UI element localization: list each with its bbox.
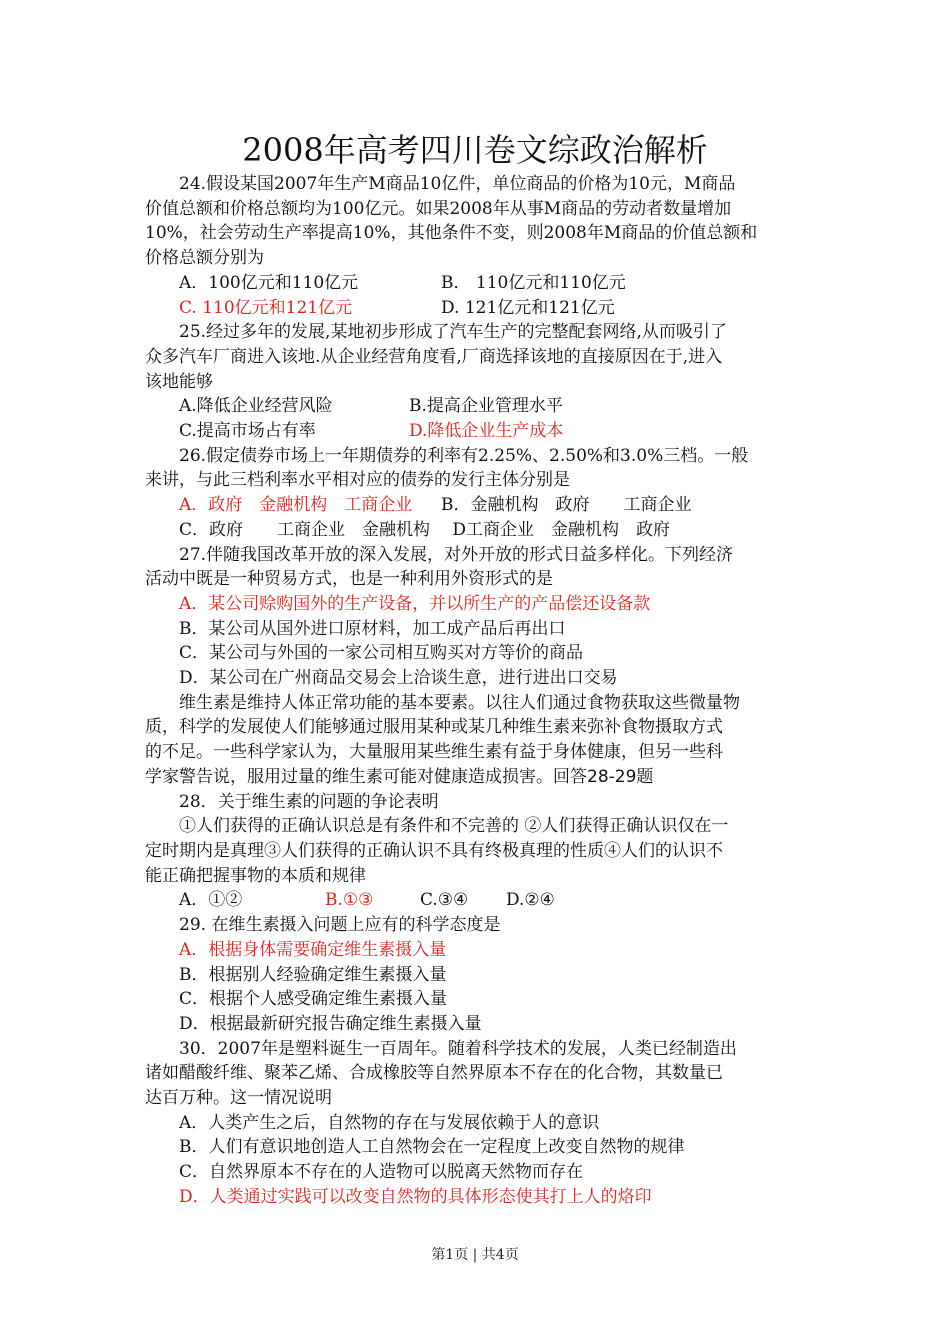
- text-line: 诸如醋酸纤维、聚苯乙烯、合成橡胶等自然界原本不存在的化合物，其数量已: [145, 1063, 723, 1084]
- text-line: [145, 394, 810, 419]
- text-line: [145, 888, 810, 913]
- text-line: [145, 419, 810, 444]
- text-line: 24.假设某国2007年生产M商品10亿件，单位商品的价格为10元，M商品: [179, 174, 736, 194]
- text-line: B．人们有意识地创造人工自然物会在一定程度上改变自然物的规律: [179, 1137, 685, 1158]
- answer-option: C.③④: [420, 890, 469, 911]
- text-line: 26.假定债券市场上一年期债券的利率有2.25%、2.50%和3.0%三档。一般: [179, 445, 749, 466]
- text-line: 价格总额分别为: [145, 248, 264, 269]
- text-line: B．根据别人经验确定维生素摄入量: [179, 964, 447, 985]
- text-line: [145, 493, 810, 518]
- text-line: 10%，社会劳动生产率提高10%，其他条件不变，则2008年M商品的价值总额和: [145, 223, 758, 244]
- answer-option: A．政府 金融机构 工商企业: [179, 495, 413, 516]
- text-line: C．政府 工商企业 金融机构 D工商企业 金融机构 政府: [179, 519, 671, 540]
- text-line: 能正确把握事物的本质和规律: [145, 865, 366, 886]
- text-line: [145, 296, 810, 321]
- answer-option: B．金融机构 政府 工商企业: [441, 495, 692, 516]
- answer-option: A．①②: [179, 890, 243, 911]
- text-line: C．某公司与外国的一家公司相互购买对方等价的商品: [179, 643, 584, 664]
- text-line: A．根据身体需要确定维生素摄入量: [179, 939, 447, 960]
- answer-option: B.①③: [325, 890, 374, 911]
- answer-option: B． 110亿元和110亿元: [441, 272, 626, 293]
- text-line: D．根据最新研究报告确定维生素摄入量: [179, 1013, 482, 1034]
- answer-option: D. 121亿元和121亿元: [441, 297, 615, 318]
- answer-option: D.降低企业生产成本: [409, 421, 564, 442]
- text-line: [145, 271, 810, 296]
- answer-option: C. 110亿元和121亿元: [179, 297, 353, 318]
- text-line: 28．关于维生素的问题的争论表明: [179, 791, 439, 812]
- text-line: 30．2007年是塑料诞生一百周年。随着科学技术的发展，人类已经制造出: [179, 1038, 737, 1059]
- text-line: 众多汽车厂商进入该地.从企业经营角度看,厂商选择该地的直接原因在于,进入: [145, 346, 723, 367]
- text-line: 29. 在维生素摄入问题上应有的科学态度是: [179, 915, 501, 936]
- page-footer: 第1页 | 共4页: [431, 1247, 519, 1263]
- text-line: 质，科学的发展使人们能够通过服用某种或某几种维生素来弥补食物摄取方式: [145, 717, 723, 738]
- answer-option: B.提高企业管理水平: [409, 396, 563, 417]
- text-line: ①人们获得的正确认识总是有条件和不完善的 ②人们获得正确认识仅在一: [179, 816, 729, 837]
- text-line: 定时期内是真理③人们获得的正确认识不具有终极真理的性质④人们的认识不: [145, 840, 723, 861]
- text-line: 价值总额和价格总额均为100亿元。如果2008年从事M商品的劳动者数量增加: [145, 198, 732, 219]
- text-line: 学家警告说，服用过量的维生素可能对健康造成损害。回答28-29题: [145, 766, 654, 787]
- text-line: A．某公司赊购国外的生产设备，并以所生产的产品偿还设备款: [179, 593, 651, 614]
- text-line: 27.伴随我国改革开放的深入发展，对外开放的形式日益多样化。下列经济: [179, 544, 734, 565]
- answer-option: D.②④: [506, 890, 555, 911]
- text-line: C．根据个人感受确定维生素摄入量: [179, 989, 448, 1010]
- text-line: 维生素是维持人体正常功能的基本要素。以往人们通过食物获取这些微量物: [179, 692, 740, 713]
- answer-option: A．100亿元和110亿元: [179, 272, 359, 293]
- text-line: 达百万种。这一情况说明: [145, 1088, 332, 1109]
- text-line: 该地能够: [145, 371, 213, 392]
- text-line: C．自然界原本不存在的人造物可以脱离天然物而存在: [179, 1162, 584, 1183]
- text-line: B．某公司从国外进口原材料，加工成产品后再出口: [179, 618, 566, 639]
- text-line: 活动中既是一种贸易方式，也是一种利用外资形式的是: [145, 569, 553, 590]
- document-title: 2008年高考四川卷文综政治解析: [242, 131, 708, 169]
- document-body: [145, 172, 810, 1210]
- text-line: 的不足。一些科学家认为，大量服用某些维生素有益于身体健康，但另一些科: [145, 742, 723, 763]
- text-line: 来讲，与此三档利率水平相对应的债券的发行主体分别是: [145, 470, 570, 491]
- answer-option: C.提高市场占有率: [179, 421, 316, 442]
- text-line: D．人类通过实践可以改变自然物的具体形态使其打上人的烙印: [179, 1186, 652, 1207]
- text-line: D．某公司在广州商品交易会上洽谈生意，进行进出口交易: [179, 668, 618, 689]
- text-line: A．人类产生之后，自然物的存在与发展依赖于人的意识: [179, 1112, 600, 1133]
- text-line: 25.经过多年的发展,某地初步形成了汽车生产的完整配套网络,从而吸引了: [179, 322, 727, 343]
- answer-option: A.降低企业经营风险: [179, 396, 333, 417]
